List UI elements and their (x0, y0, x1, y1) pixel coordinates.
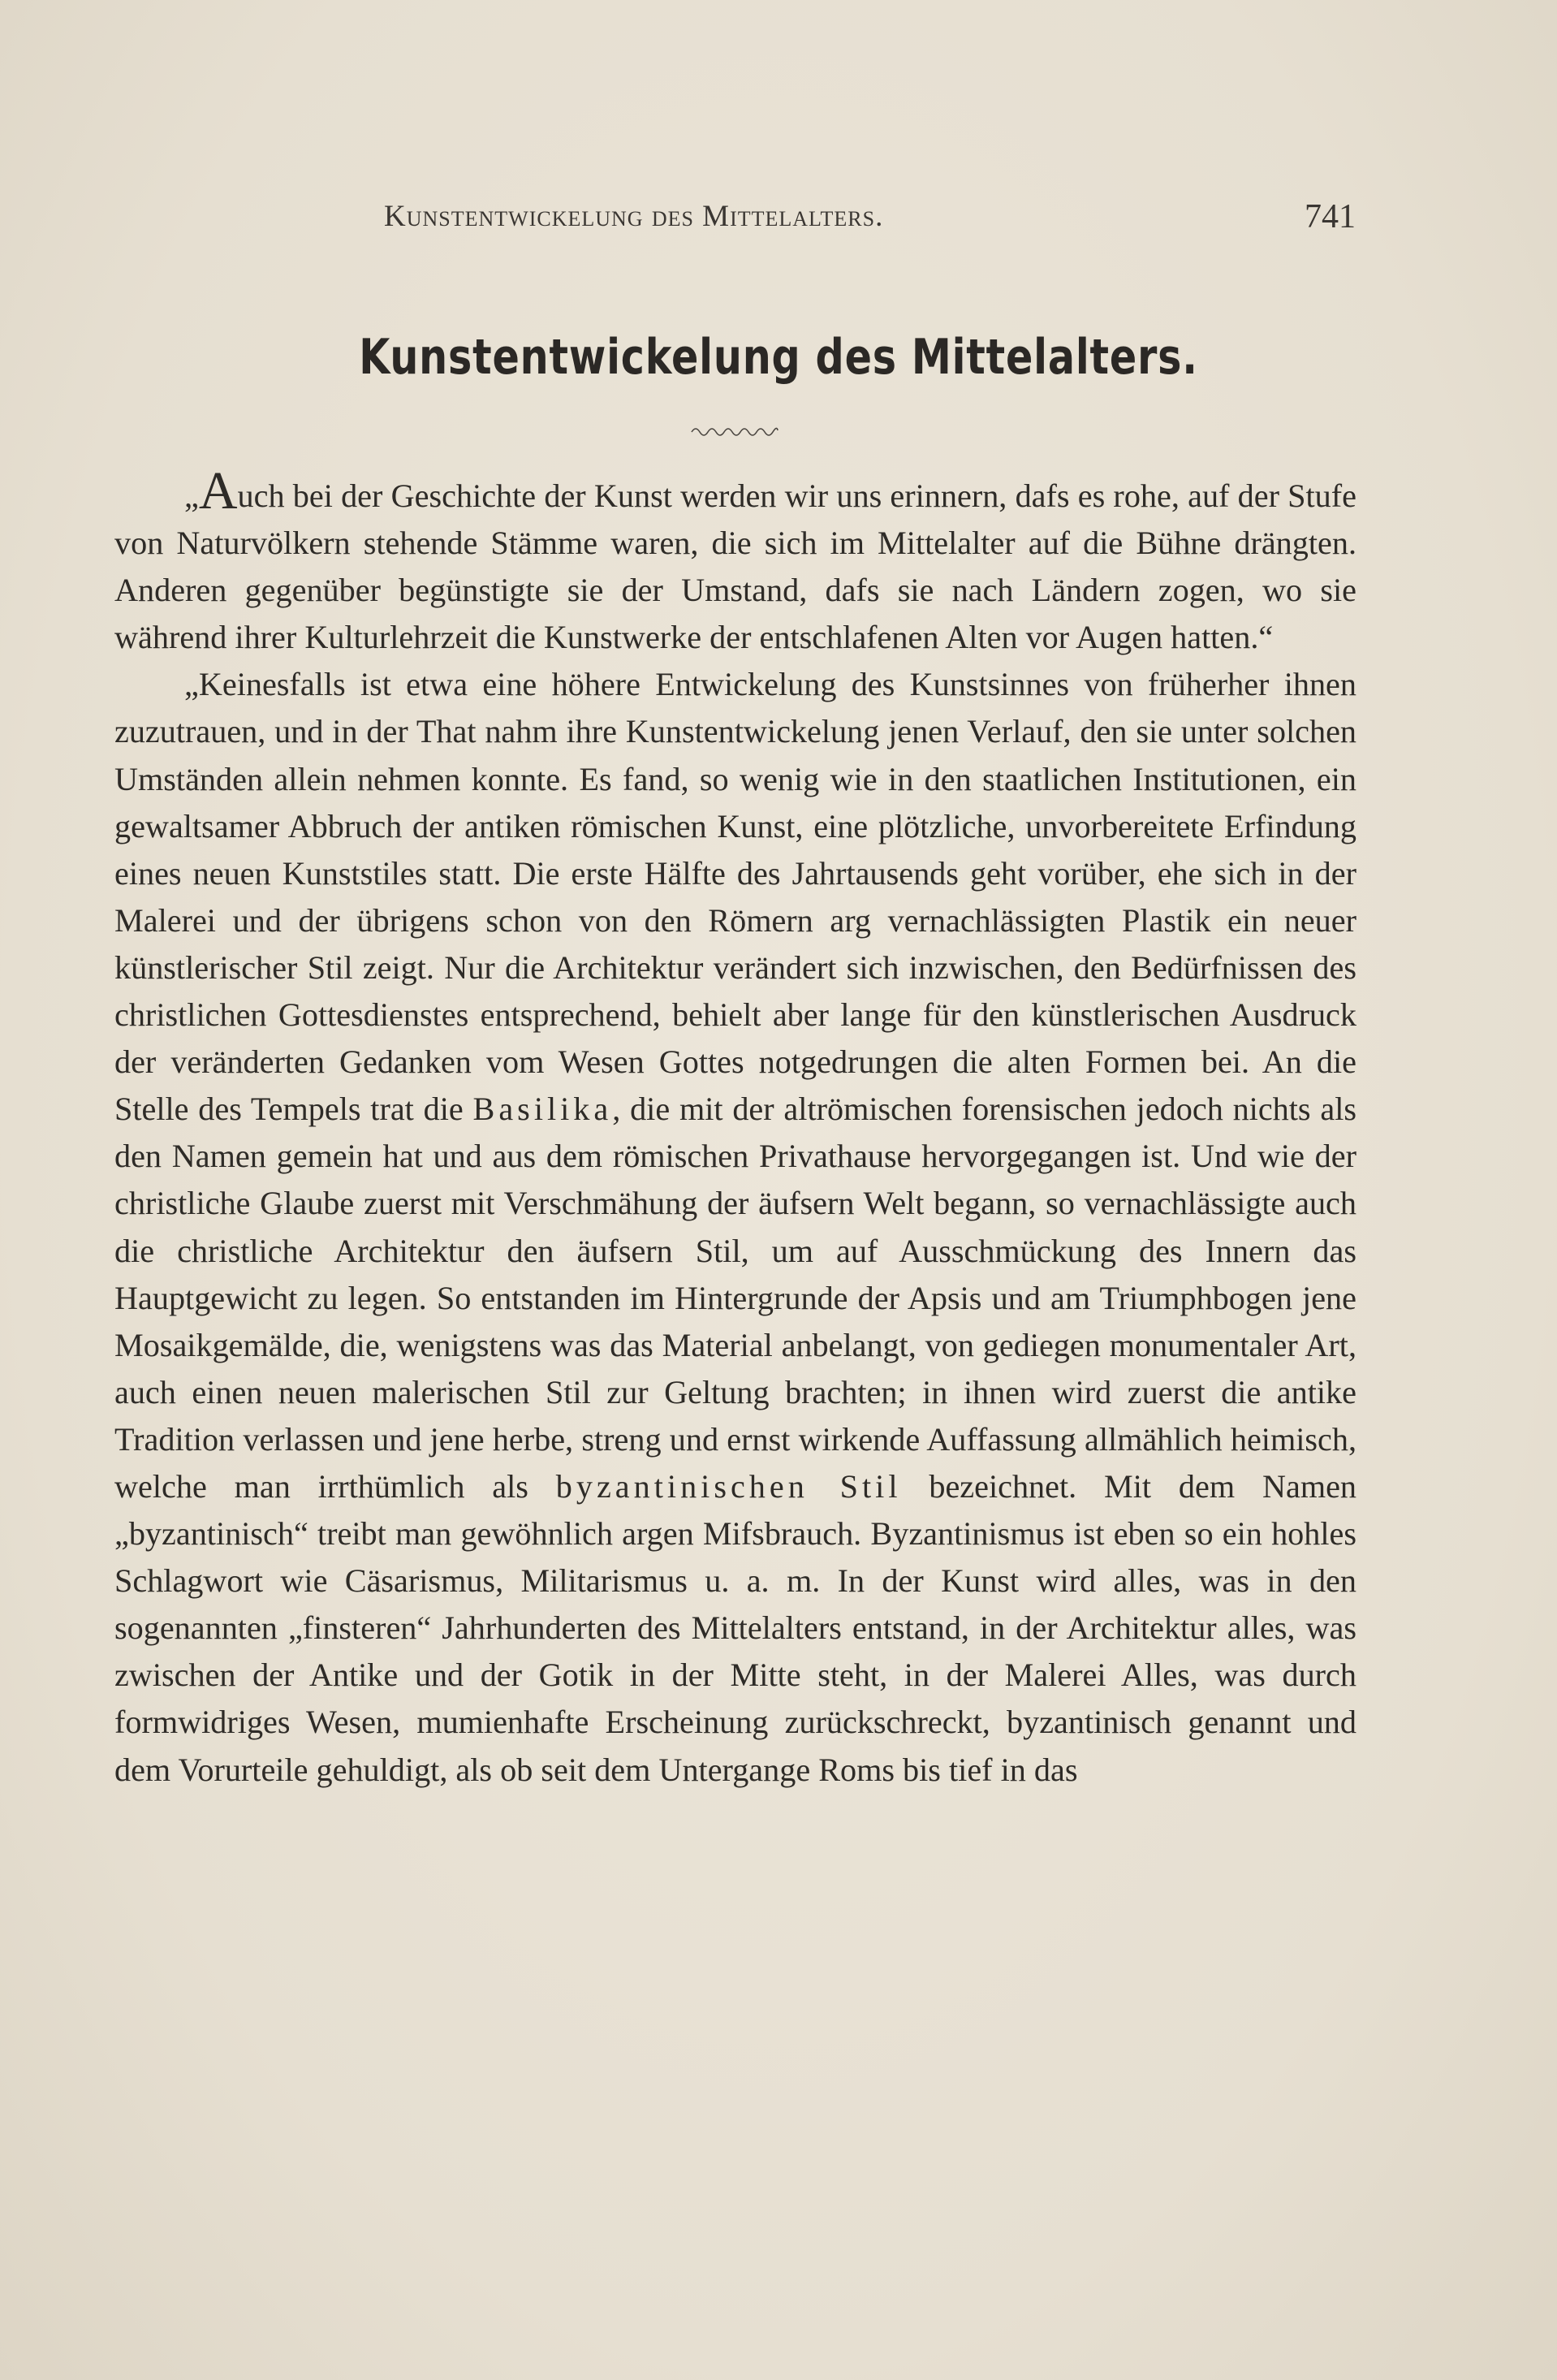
spaced-emphasis: Basilika (472, 1091, 613, 1128)
paragraph-text: „Keinesfalls ist etwa eine höhere Entwickelung des Kunstsinnes von früherher ihnen zuzutrauen, und in der That nahm ihre Kunstentwickelung jenen Verlauf, den sie unter solchen Umständen allein nehmen konnte. Es fand, so wenig wie in den staatlichen Institutionen, ein gewaltsamer Abbruch der antiken römischen Kunst, eine plötzliche, unvorbereitete Erfindung eines neuen Kunststiles statt. Die erste Hälfte des Jahrtausends geht vorüber, ehe sich in der Malerei und der übrigens schon von den Römern arg vernachlässigten Plastik ein neuer künstlerischer Stil zeigt. Nur die Architektur verändert sich inzwischen, den Bedürfnissen des christlichen Gottesdienstes entsprechend, behielt aber lange für den künstlerischen Ausdruck der veränderten Gedanken vom Wesen Gottes notgedrungen die alten Formen bei. An die Stelle des Tempels trat die (114, 666, 1356, 1128)
paragraph-text: uch bei der Geschichte der Kunst werden wir uns erinnern, dafs es rohe, auf der Stufe von Naturvölkern stehende Stämme waren, die sich im Mittelalter auf die Bühne drängten. Anderen gegenüber begünstigte sie der Umstand, dafs sie nach Ländern zogen, wo sie während ihrer Kulturlehrzeit die Kunstwerke der entschlafenen Alten vor Augen hatten.“ (114, 477, 1356, 656)
page-number: 741 (1305, 198, 1356, 235)
spaced-emphasis: byzantinischen Stil (555, 1467, 902, 1505)
opening-quote: „ (184, 477, 199, 514)
running-title: Kunstentwickelung des Mittelalters. (384, 200, 884, 233)
paragraph-text: , die mit der altrömischen forensischen jedoch nichts als den Namen gemein hat und aus dem römischen Privathause hervorgegangen ist. Und wie der christliche Glaube zuerst mit Verschmähung der äufsern Welt begann, so vernachlässigte auch die christliche Architektur den äufsern Stil, um auf Ausschmückung des Innern das Hauptgewicht zu legen. So entstanden im Hintergrunde der Apsis und am Triumphbogen jene Mosaikgemälde, die, wenigstens was das Material anbelangt, von gediegen monumentaler Art, auch einen neuen malerischen Stil zur Geltung brachten; in ihnen wird zuerst die antike Tradition verlassen und jene herbe, streng und ernst wirkende Auffassung allmählich heimisch, welche man irrthümlich als (114, 1091, 1356, 1505)
initial-letter: A (198, 461, 238, 520)
wavy-line-ornament-icon (690, 422, 779, 438)
body-text (114, 461, 1357, 1794)
paragraph (114, 461, 1356, 661)
paragraph (114, 661, 1356, 1793)
chapter-title: Kunstentwickelung des Mittelalters. (359, 329, 1198, 386)
running-head (116, 199, 1356, 248)
paragraph-text: bezeichnet. Mit dem Namen „byzantinisch“ treibt man gewöhnlich argen Mifsbrauch. Byzantinismus ist eben so ein hohles Schlagwort wie Cäsarismus, Militarismus u. a. m. In der Kunst wird alles, was in den sogenannten „finsteren“ Jahrhunderten des Mittelalters entstand, in der Architektur alles, was zwischen der Antike und der Gotik in der Mitte steht, in der Malerei Alles, was durch formwidriges Wesen, mumienhafte Erscheinung zurückschreckt, byzantinisch genannt und dem Vorurteile gehuldigt, als ob seit dem Untergange Roms bis tief in das (114, 1467, 1357, 1788)
